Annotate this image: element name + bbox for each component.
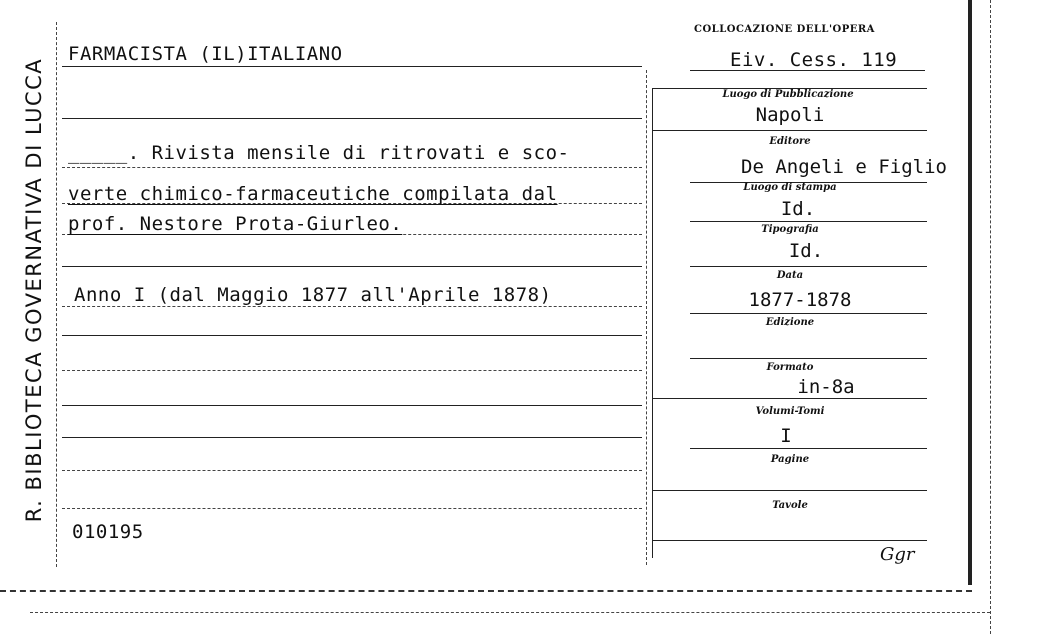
label-place-of-publication: Luogo di Pubblicazione — [722, 89, 854, 100]
work-title: FARMACISTA (IL)ITALIANO — [68, 43, 343, 65]
description-line-1 — [68, 142, 569, 164]
rule — [62, 437, 642, 438]
rule — [62, 167, 642, 168]
right-rule — [690, 448, 927, 449]
card-bottom-edge — [0, 590, 972, 592]
value-place-of-publication: Napoli — [755, 104, 825, 126]
right-rule — [690, 358, 927, 359]
label-publisher: Editore — [769, 136, 811, 147]
cataloguer-signature: Ggr — [880, 544, 915, 565]
right-panel-border — [652, 88, 653, 558]
card-bottom-edge-2 — [30, 612, 990, 613]
label-volumes: Volumi-Tomi — [755, 406, 825, 417]
library-name: R. BIBLIOTECA GOVERNATIVA DI LUCCA — [22, 57, 46, 523]
label-edition: Edizione — [765, 317, 815, 328]
value-printer: Id. — [788, 240, 824, 262]
right-rule — [690, 313, 927, 314]
description-prefix: _____ — [68, 142, 128, 164]
label-plates: Tavole — [772, 500, 808, 511]
years-line: Anno I (dal Maggio 1877 all'Aprile 1878) — [74, 284, 552, 306]
label-printer: Tipografia — [761, 224, 819, 235]
label-date: Data — [776, 270, 804, 281]
label-format: Formato — [766, 362, 814, 373]
description-line-2: verte chimico-farmaceutiche compilata dal — [68, 183, 558, 205]
rule — [62, 118, 642, 119]
value-place-of-printing: Id. — [780, 198, 816, 220]
rule — [62, 370, 642, 371]
rule — [62, 405, 642, 406]
label-place-of-printing: Luogo di stampa — [743, 182, 837, 193]
right-rule — [652, 130, 927, 131]
value-volumes: I — [780, 425, 792, 447]
description-line-3: prof. Nestore Prota-Giurleo. — [68, 213, 403, 235]
header-right-label: COLLOCAZIONE DELL'OPERA — [694, 24, 875, 35]
right-rule — [652, 490, 927, 491]
label-pages: Pagine — [770, 454, 810, 465]
value-date: 1877-1878 — [748, 289, 852, 311]
right-rule — [690, 266, 927, 267]
column-divider — [646, 70, 647, 565]
rule — [62, 470, 642, 471]
rule — [62, 335, 642, 336]
left-margin-line — [56, 22, 57, 567]
description-text-1: . Rivista mensile di ritrovati e sco- — [127, 142, 570, 164]
value-publisher: De Angeli e Figlio — [741, 156, 947, 178]
inventory-number: 010195 — [72, 521, 144, 543]
card-right-edge — [968, 0, 972, 585]
rule — [62, 266, 642, 267]
right-rule — [652, 398, 927, 399]
card-right-edge-dash — [990, 0, 991, 634]
value-format: in-8a — [797, 376, 855, 398]
rule — [62, 66, 642, 67]
right-rule — [652, 540, 927, 541]
collocation-value: Eiv. Cess. 119 — [730, 49, 898, 71]
right-rule — [690, 221, 927, 222]
rule — [62, 306, 642, 307]
rule — [62, 508, 642, 509]
